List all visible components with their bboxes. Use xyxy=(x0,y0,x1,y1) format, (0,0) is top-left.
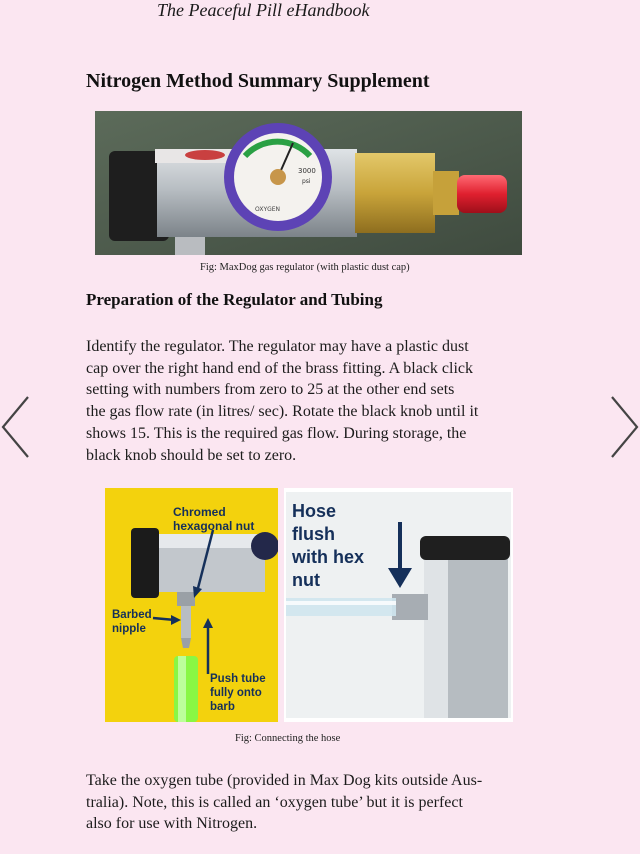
text-line: setting with numbers from zero to 25 at the other end sets xyxy=(86,381,455,399)
text-line: Identify the regulator. The regulator may have a plastic dust xyxy=(86,338,469,355)
text-line: Take the oxygen tube (provided in Max Dog kits outside Aus- xyxy=(86,772,483,789)
chevron-right-icon xyxy=(608,395,640,459)
prev-page-button[interactable] xyxy=(0,395,32,464)
text-line: the gas flow rate (in litres/ sec). Rotate the black knob until it xyxy=(86,403,479,421)
label-chromed-hex-nut: Chromed hexagonal nut xyxy=(173,505,255,533)
text-line: also for use with Nitrogen. xyxy=(86,815,258,833)
label-hose-flush: Hose flush with hex nut xyxy=(292,501,365,590)
gauge-text-3000: 3000 xyxy=(298,167,316,175)
paragraph-oxygen-tube xyxy=(86,770,546,835)
book-title: The Peaceful Pill eHandbook xyxy=(157,0,370,20)
label-barbed-nipple: Barbed nipple xyxy=(112,609,152,635)
figure1-caption: Fig: MaxDog gas regulator (with plastic dust cap) xyxy=(200,262,410,273)
chevron-left-icon xyxy=(0,395,32,459)
regulator-illustration xyxy=(95,111,522,255)
paragraph-regulator xyxy=(86,336,546,466)
hose-connection-photo-left xyxy=(105,488,278,722)
figure2-caption: Fig: Connecting the hose xyxy=(235,733,341,744)
regulator-photo xyxy=(95,111,522,255)
gauge-text-oxygen: OXYGEN xyxy=(255,206,281,213)
next-page-button[interactable] xyxy=(608,395,640,464)
hose-connection-photo-right xyxy=(284,488,513,722)
section-title: Nitrogen Method Summary Supplement xyxy=(86,70,430,92)
text-line: cap over the right hand end of the brass fitting. A black click xyxy=(86,359,473,377)
text-line: black knob should be set to zero. xyxy=(86,446,297,464)
gauge-text-psi: psi xyxy=(302,178,311,185)
label-push-tube: Push tube fully onto barb xyxy=(210,673,266,713)
subsection-title: Preparation of the Regulator and Tubing xyxy=(86,290,383,309)
text-line: tralia). Note, this is called an ‘oxygen tube’ but it is perfect xyxy=(86,793,463,811)
text-line: shows 15. This is the required gas flow. During storage, the xyxy=(86,424,467,442)
